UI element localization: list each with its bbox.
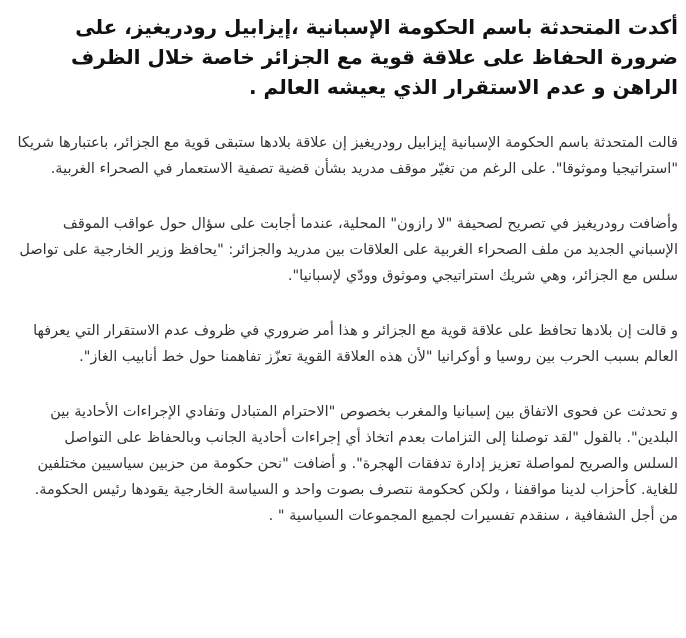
article-paragraph-4: و تحدثت عن فحوى الاتفاق بين إسبانيا والمغرب بخصوص "الاحترام المتبادل وتفادي الإجراءات الأحادية بين البلدين". بالقول "لقد توصلنا إلى التزامات بعدم اتخاذ أي إجراءات أحادية الجانب وبالحفاظ على التواصل السلس والصريح لمواصلة تعزيز إدارة تدفقات الهجرة". و أضافت "نحن حكومة من حزبين سياسيين مختلفين للغاية. كأحزاب لدينا مواقفنا ، ولكن كحكومة نتصرف بصوت واحد و السياسة الخارجية يقودها رئيس الحكومة. من أجل الشفافية ، سنقدم تفسيرات لجميع المجموعات السياسية " . [34, 404, 678, 524]
article-paragraph-1: قالت المتحدثة باسم الحكومة الإسبانية إيزابيل رودريغيز إن علاقة بلادها ستبقى قوية مع الجزائر، باعتبارها شريكا "استراتيجيا وموثوقا". على الرغم من تغيّر موقف مدريد بشأن قضية تصفية الاستعمار في الصحراء الغربية. [17, 135, 678, 177]
article-headline: أكدت المتحدثة باسم الحكومة الإسبانية ،إيزابيل رودريغيز، على ضرورة الحفاظ على علاقة قوية مع الجزائر خاصة خلال الظرف الراهن و عدم الاستقرار الذي يعيشه العالم . [71, 15, 678, 99]
article-paragraph-3: و قالت إن بلادها تحافظ على علاقة قوية مع الجزائر و هذا أمر ضروري في ظروف عدم الاستقرار التي يعرفها العالم بسبب الحرب بين روسيا و أوكرانيا "لأن هذه العلاقة القوية تعزّز تفاهمنا حول خط أنابيب الغاز". [33, 323, 678, 365]
article-paragraph-2: وأضافت رودريغيز في تصريح لصحيفة "لا رازون" المحلية، عندما أجابت على سؤال حول عواقب الموقف الإسباني الجديد من ملف الصحراء الغربية على العلاقات بين مدريد والجزائر: "يحافظ وزير الخارجية على تواصل سلس مع الجزائر، وهي شريك استراتيجي وموثوق وودّي لإسبانيا". [19, 216, 678, 284]
